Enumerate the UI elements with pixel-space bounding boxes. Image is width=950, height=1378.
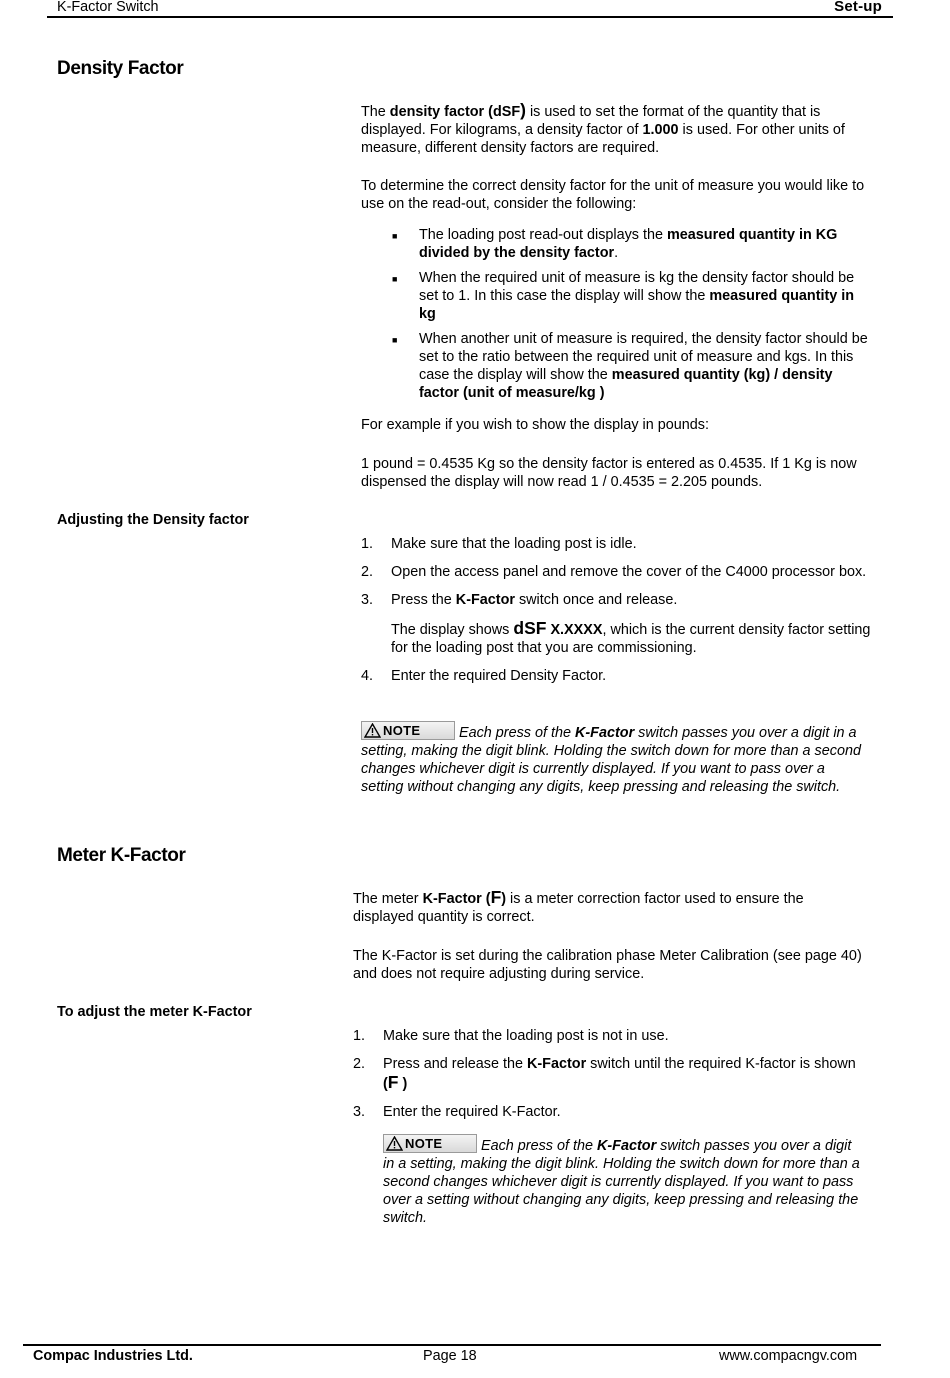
- bullet-square-icon: ■: [392, 335, 398, 345]
- density-bullet-3: ■ When another unit of measure is required, the density factor should be set to the ratio between the required unit of measure and kgs. In this case the display will show the measured quantity (kg) / density factor (unit of measure/kg ): [392, 331, 868, 401]
- footer-company: Compac Industries Ltd.: [33, 1348, 193, 1364]
- adjust-meter-steps-list: [353, 1027, 863, 1121]
- adjust-meter-step-1: 1. Make sure that the loading post is not in use.: [353, 1028, 669, 1044]
- adjusting-step-1: 1. Make sure that the loading post is idle.: [361, 536, 637, 552]
- adjusting-density-label: Adjusting the Density factor: [57, 512, 249, 528]
- adjusting-display-note: The display shows dSF X.XXXX, which is the current density factor setting for the loading post that you are commissioning.: [391, 618, 871, 656]
- header-rule: [47, 16, 893, 18]
- adjust-meter-step-3: 3. Enter the required K-Factor.: [353, 1104, 561, 1120]
- header-section-title: Set-up: [834, 0, 882, 15]
- meter-kfactor-intro: The meter K-Factor (F) is a meter correction factor used to ensure the displayed quantity is correct.: [353, 887, 804, 925]
- footer-rule: [23, 1344, 881, 1346]
- bullet-square-icon: ■: [392, 274, 398, 284]
- adjust-meter-note: NOTE Each press of the K-Factor switch passes you over a digit in a setting, making the digit blink. Holding the switch down for more than a second changes whichever digit is currently displayed. If you want to pass over a setting without changing any digits, keep pressing and releasing the switch.: [383, 1136, 860, 1226]
- intro-bracket: ): [520, 100, 526, 120]
- adjusting-note: NOTE Each press of the K-Factor switch passes you over a digit in a setting, making the digit blink. Holding the switch down for more than a second changes whichever digit is currently displayed. If you want to pass over a setting without changing any digits, keep pressing and releasing the switch.: [361, 723, 861, 795]
- density-bullet-2: ■ When the required unit of measure is kg the density factor should be set to 1. In this case the display will show the measured quantity in kg: [392, 270, 855, 322]
- intro-bold-2: 1.000: [642, 122, 679, 138]
- density-factor-intro: [361, 101, 871, 157]
- adjust-meter-label: To adjust the meter K-Factor: [57, 1004, 252, 1020]
- meter-kfactor-heading: Meter K-Factor: [57, 845, 186, 866]
- footer-website: www.compacngv.com: [719, 1348, 858, 1364]
- adjusting-step-4: 4. Enter the required Density Factor.: [361, 668, 607, 684]
- adjusting-steps-list: [361, 535, 871, 685]
- intro-text-1: The: [361, 104, 390, 120]
- adjust-meter-step-2: 2. Press and release the K-Factor switch until the required K-factor is shown (F ): [353, 1056, 856, 1092]
- density-factor-heading: Density Factor: [57, 58, 184, 79]
- warning-triangle-icon: [364, 723, 381, 738]
- intro-text-3: is used. For other units of measure, different density factors are required.: [361, 122, 845, 156]
- density-bullet-list: [361, 220, 871, 402]
- intro-bold-1: density factor (dSF: [389, 104, 521, 120]
- density-example-paragraph: For example if you wish to show the display in pounds:: [361, 417, 709, 433]
- intro-text-2: is used to set the format of the quantity that is displayed. For kilograms, a density factor of: [361, 104, 821, 138]
- density-determine-paragraph: To determine the correct density factor for the unit of measure you would like to use on the read-out, consider the following:: [361, 178, 865, 212]
- note-badge: NOTE: [361, 721, 455, 740]
- adjusting-step-2: 2. Open the access panel and remove the cover of the C4000 processor box.: [361, 564, 867, 580]
- density-pound-paragraph: 1 pound = 0.4535 Kg so the density factor is entered as 0.4535. If 1 Kg is now dispensed the display will now read 1 / 0.4535 = 2.205 pounds.: [361, 456, 857, 490]
- note-badge: NOTE: [383, 1134, 477, 1153]
- meter-kfactor-set-during: The K-Factor is set during the calibration phase Meter Calibration (see page 40) and does not require adjusting during service.: [353, 948, 862, 982]
- bullet-square-icon: ■: [392, 231, 398, 241]
- density-bullet-1: ■ The loading post read-out displays the measured quantity in KG divided by the density factor.: [392, 227, 838, 261]
- footer-page-number: Page 18: [423, 1348, 477, 1364]
- header-doc-title: K-Factor Switch: [57, 0, 159, 15]
- adjusting-step-3: 3. Press the K-Factor switch once and release.: [361, 592, 678, 608]
- warning-triangle-icon: [386, 1136, 403, 1151]
